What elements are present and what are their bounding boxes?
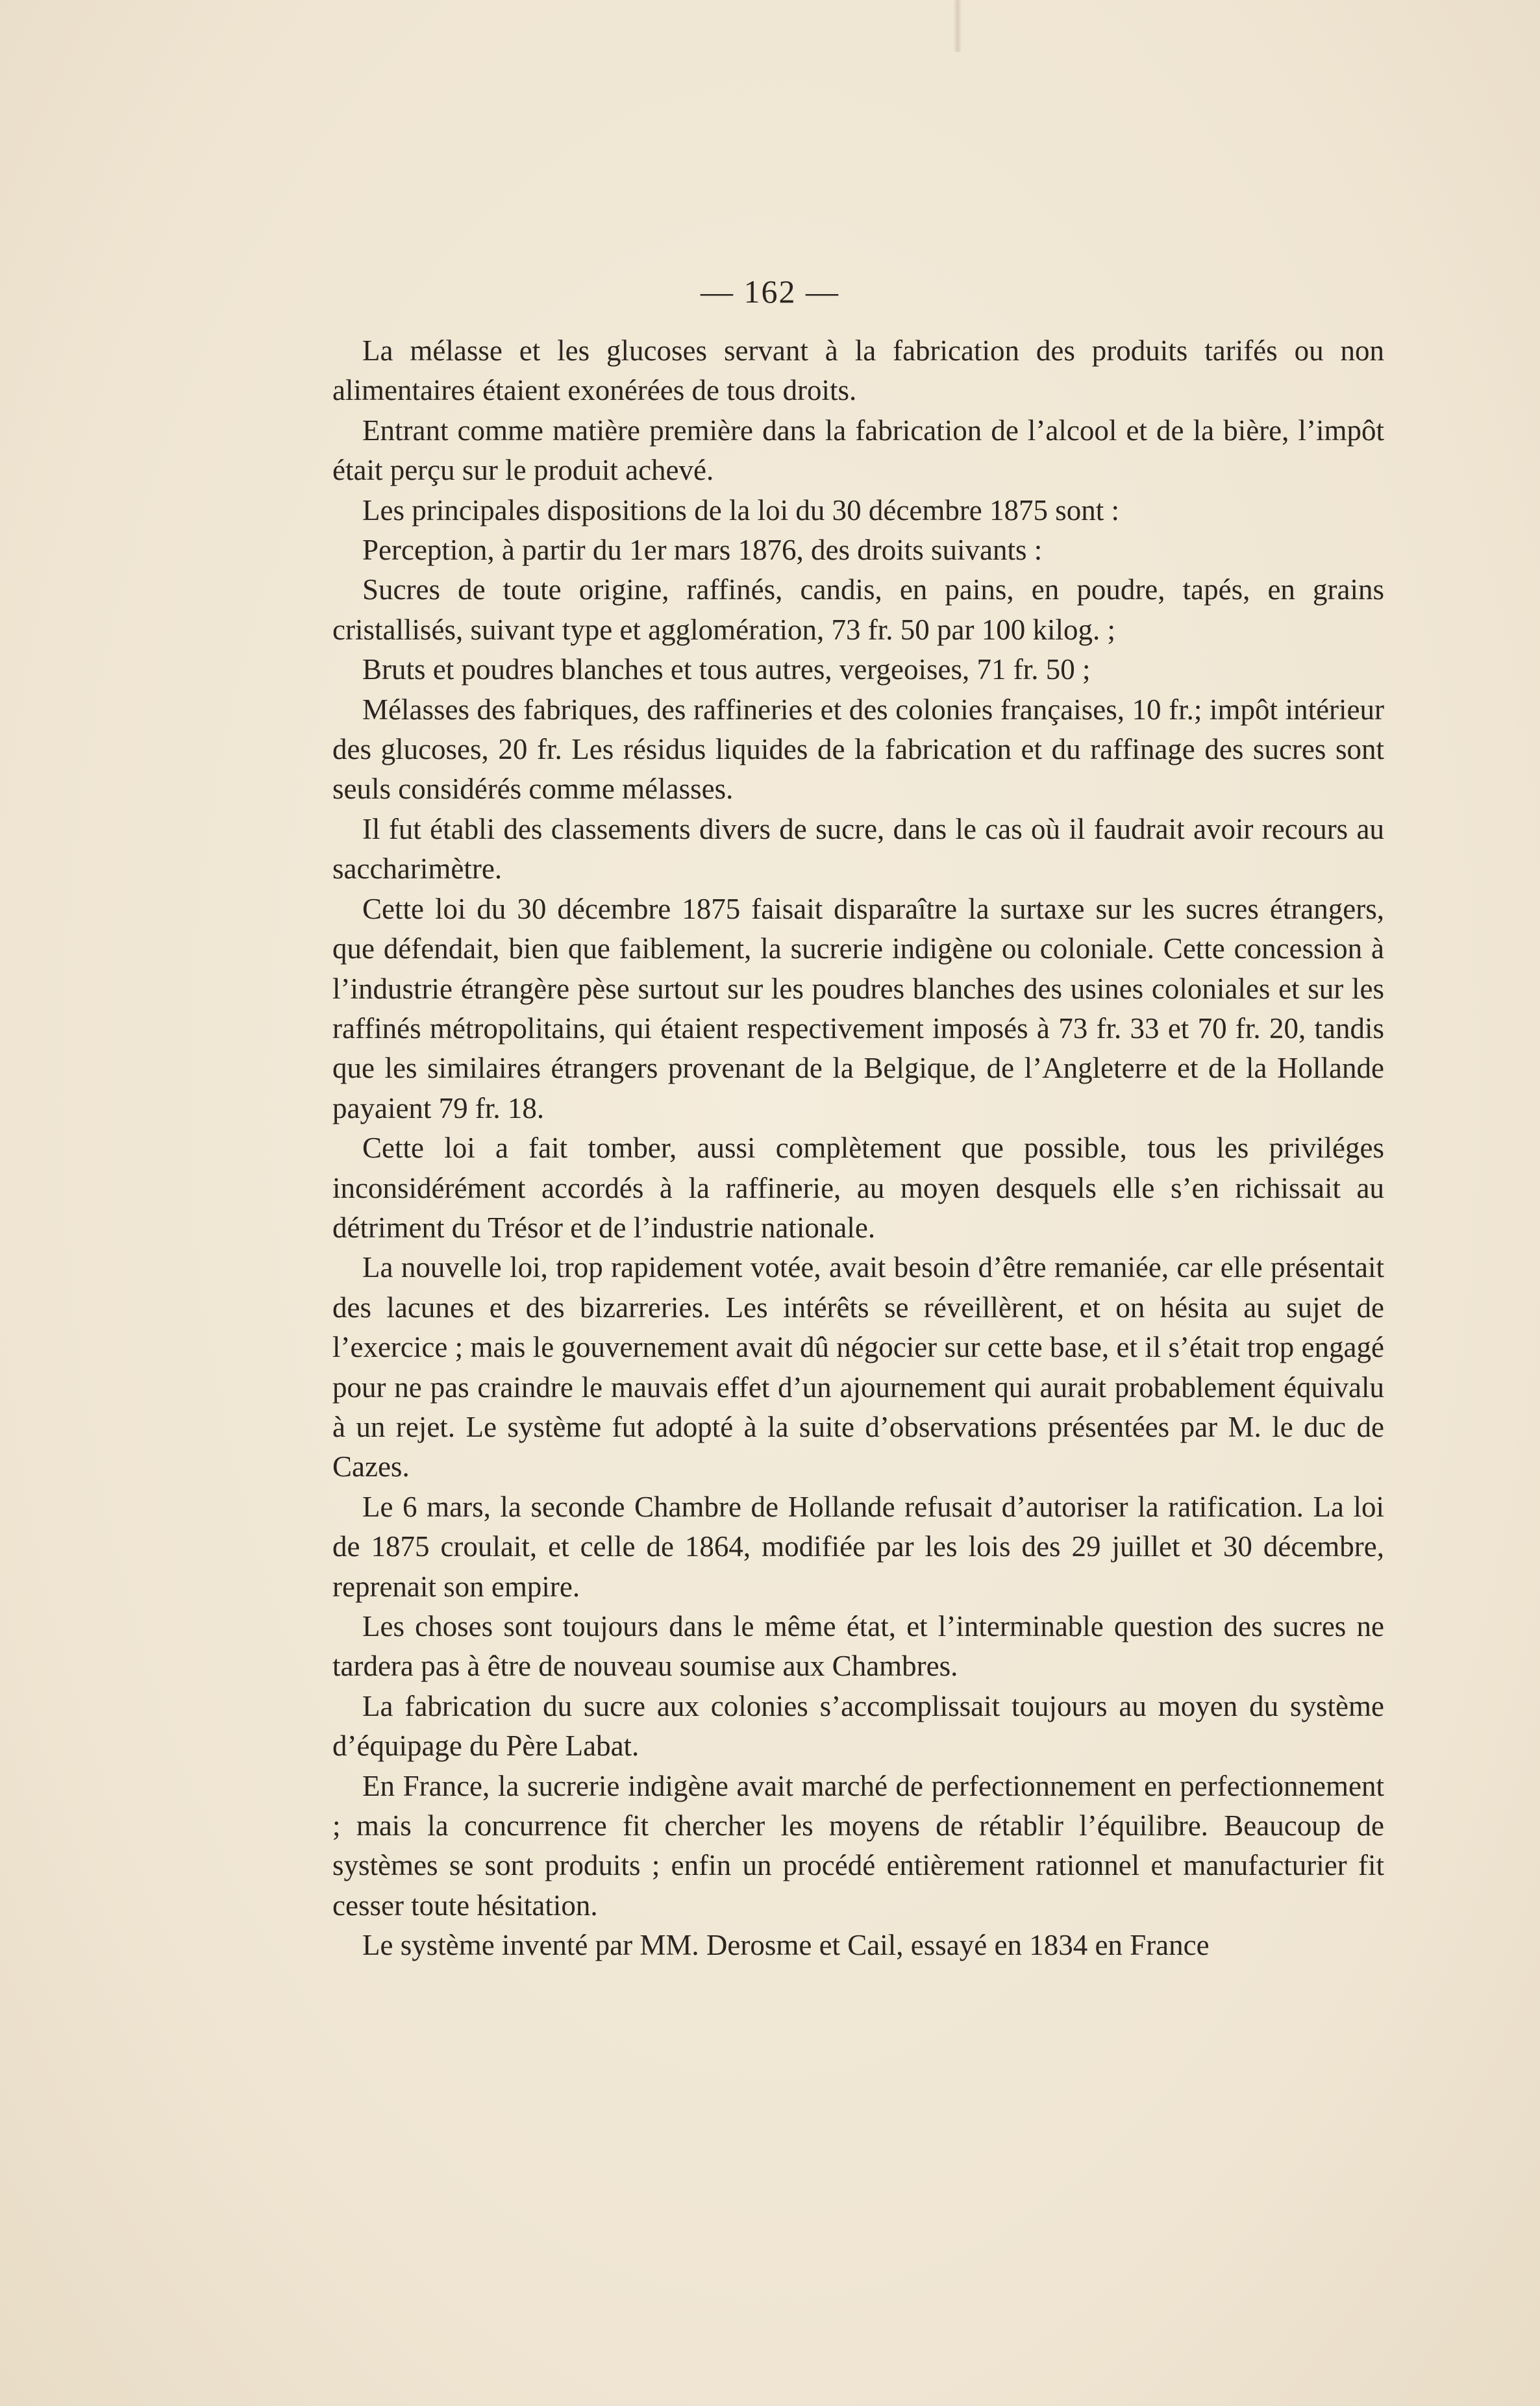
paragraph: Mélasses des fabriques, des raffineries et des colonies françaises, 10 fr.; impôt intérieur des glucoses, 20 fr. Les résidus liquides de la fabrication et du raffinage des sucres sont seuls considérés comme mélasses. [332,693,1384,806]
paragraph: Les principales dispositions de la loi du 30 décembre 1875 sont : [362,493,1120,527]
paragraph: Les choses sont toujours dans le même état, et l’interminable question des sucres ne tardera pas à être de nouveau soumise aux Chambres. [332,1610,1384,1683]
paragraph: Cette loi du 30 décembre 1875 faisait disparaître la surtaxe sur les sucres étrangers, que défendait, bien que faiblement, la sucrerie indigène ou coloniale. Cette concession à l’industrie étrangère pèse surtout sur les poudres blanches des usines coloniales et sur les raffinés métropolitains, qui étaient respectivement imposés à 73 fr. 33 et 70 fr. 20, tandis que les similaires étrangers provenant de la Belgique, de l’Angleterre et de la Hollande payaient 79 fr. 18. [332,892,1384,1124]
paragraph: Le système inventé par MM. Derosme et Cail, essayé en 1834 en France [362,1929,1210,1962]
body-text [332,331,1384,1966]
paragraph: Entrant comme matière première dans la fabrication de l’alcool et de la bière, l’impôt était perçu sur le produit achevé. [332,414,1384,487]
paragraph: La mélasse et les glucoses servant à la fabrication des produits tarifés ou non alimentaires étaient exonérées de tous droits. [332,334,1384,407]
paragraph: Bruts et poudres blanches et tous autres, vergeoises, 71 fr. 50 ; [362,653,1091,686]
paragraph: Le 6 mars, la seconde Chambre de Hollande refusait d’autoriser la ratification. La loi de 1875 croulait, et celle de 1864, modifiée par les lois des 29 juillet et 30 décembre, reprenait son empire. [332,1490,1384,1603]
page-number: — 162 — [701,273,839,310]
gutter-mark [953,0,962,52]
paragraph: Sucres de toute origine, raffinés, candis, en pains, en poudre, tapés, en grains cristallisés, suivant type et agglomération, 73 fr. 50 par 100 kilog. ; [332,573,1384,646]
paragraph: Perception, à partir du 1er mars 1876, des droits suivants : [362,534,1043,567]
paragraph: Cette loi a fait tomber, aussi complètement que possible, tous les priviléges inconsidérément accordés à la raffinerie, au moyen desquels elle s’en richissait au détriment du Trésor et de l’industrie nationale. [332,1132,1384,1244]
paragraph: Il fut établi des classements divers de sucre, dans le cas où il faudrait avoir recours au saccharimètre. [332,812,1384,886]
paragraph: La fabrication du sucre aux colonies s’accomplissait toujours au moyen du système d’équipage du Père Labat. [332,1689,1384,1763]
paragraph: En France, la sucrerie indigène avait marché de perfectionnement en perfectionnement ; mais la concurrence fit chercher les moyens de rétablir l’équilibre. Beaucoup de systèmes se sont produits ; enfin un procédé entièrement rationnel et manufacturier fit cesser toute hésitation. [332,1769,1384,1922]
paragraph: La nouvelle loi, trop rapidement votée, avait besoin d’être remaniée, car elle présentait des lacunes et des bizarreries. Les intérêts se réveillèrent, et on hésita au sujet de l’exercice ; mais le gouvernement avait dû négocier sur cette base, et il s’était trop engagé pour ne pas craindre le mauvais effet d’un ajournement qui aurait probablement équivalu à un rejet. Le système fut adopté à la suite d’observations présentées par M. le duc de Cazes. [332,1251,1384,1483]
